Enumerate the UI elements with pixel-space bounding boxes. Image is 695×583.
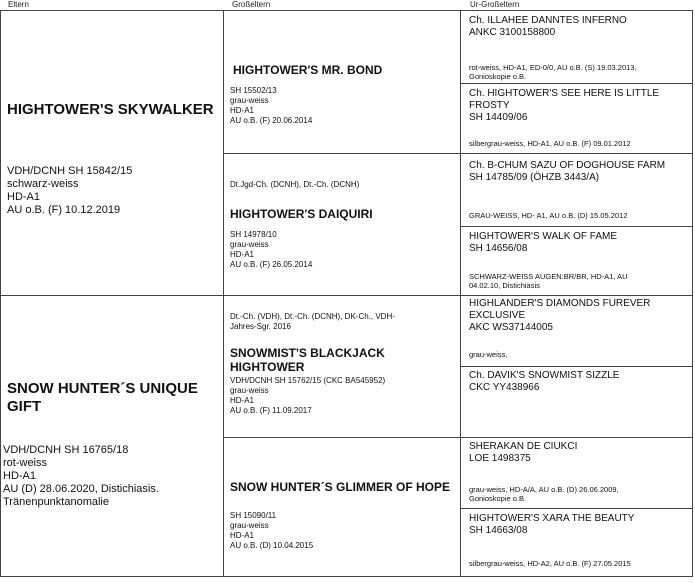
great-grandparent-details: silbergrau-weiss, HD-A1, AU o.B. (F) 09.01.2012 bbox=[469, 139, 631, 148]
great-grandparent-details: grau-weiss, HD-A/A, AU o.B. (D) 26.06.2009, Gonioskopie o.B. bbox=[469, 485, 619, 503]
parent-name: HIGHTOWER'S SKYWALKER bbox=[7, 101, 214, 118]
great-grandparent-cell bbox=[460, 437, 693, 509]
great-grandparent-details: silbergrau-weiss, HD-A2, AU o.B. (F) 27.05.2015 bbox=[469, 559, 631, 568]
grandparent-details: SH 15090/11 grau-weiss HD-A1 AU o.B. (D) 10.04.2015 bbox=[230, 511, 314, 550]
grandparent-details: SH 14978/10 grau-weiss HD-A1 AU o.B. (F) 26.05.2014 bbox=[230, 230, 313, 269]
parent-details: VDH/DCNH SH 15842/15 schwarz-weiss HD-A1 AU o.B. (F) 10.12.2019 bbox=[7, 165, 133, 216]
header-parents: Eltern bbox=[8, 0, 29, 9]
grandparent-titles: Dt.Jgd-Ch. (DCNH), Dt.-Ch. (DCNH) bbox=[230, 180, 360, 189]
great-grandparent-cell bbox=[460, 295, 693, 367]
parent-cell-sire bbox=[0, 10, 224, 296]
grandparent-cell bbox=[223, 10, 461, 154]
great-grandparent-name: Ch. HIGHTOWER'S SEE HERE IS LITTLE FROSTY SH 14409/06 bbox=[469, 88, 660, 123]
great-grandparent-name: HIGHLANDER'S DIAMONDS FUREVER EXCLUSIVE AKC WS37144005 bbox=[469, 298, 651, 333]
grandparent-cell bbox=[223, 153, 461, 296]
header-grandparents: Großeltern bbox=[232, 0, 271, 9]
great-grandparent-name: Ch. B-CHUM SAZU OF DOGHOUSE FARM SH 14785/09 (ÖHZB 3443/A) bbox=[469, 160, 666, 183]
grandparent-name: HIGHTOWER'S DAIQUIRI bbox=[230, 207, 373, 221]
great-grandparent-details: grau-weiss, bbox=[469, 350, 508, 359]
great-grandparent-details: SCHWARZ-WEISS AUGEN:BR/BR, HD-A1, AU 04.02.10, Distichiasis bbox=[469, 272, 628, 290]
header-great-grandparents: Ur-Großeltern bbox=[470, 0, 520, 9]
great-grandparent-cell bbox=[460, 226, 693, 296]
great-grandparent-cell bbox=[460, 508, 693, 577]
great-grandparent-name: SHERAKAN DE CIUKCI LOE 1498375 bbox=[469, 441, 578, 464]
great-grandparent-details: GRAU-WEISS, HD- A1, AU o.B. (D) 15.05.2012 bbox=[469, 211, 628, 220]
great-grandparent-name: Ch. DAVIK'S SNOWMIST SIZZLE CKC YY438966 bbox=[469, 370, 620, 393]
parent-name: SNOW HUNTER´S UNIQUE GIFT bbox=[7, 380, 198, 415]
grandparent-titles: Dt.-Ch. (VDH), Dt.-Ch. (DCNH), DK-Ch., VDH- Jahres-Sgr. 2016 bbox=[230, 312, 395, 331]
parent-cell-dam bbox=[0, 295, 224, 577]
grandparent-name: SNOW HUNTER´S GLIMMER OF HOPE bbox=[230, 480, 450, 494]
great-grandparent-name: HIGHTOWER'S WALK OF FAME SH 14656/08 bbox=[469, 231, 618, 254]
parent-details: VDH/DCNH SH 16765/18 rot-weiss HD-A1 AU (D) 28.06.2020, Distichiasis. Tränenpunktanomalie bbox=[3, 444, 159, 508]
great-grandparent-cell bbox=[460, 10, 693, 84]
grandparent-name: HIGHTOWER'S MR. BOND bbox=[233, 63, 383, 77]
grandparent-cell bbox=[223, 437, 461, 577]
great-grandparent-cell bbox=[460, 366, 693, 438]
great-grandparent-cell bbox=[460, 153, 693, 227]
great-grandparent-details: rot-weiss, HD-A1, ED-0/0, AU o.B. (S) 19.03.2013, Gonioskopie o.B. bbox=[469, 63, 637, 81]
great-grandparent-name: HIGHTOWER'S XARA THE BEAUTY SH 14663/08 bbox=[469, 513, 635, 536]
grandparent-name: SNOWMIST'S BLACKJACK HIGHTOWER bbox=[230, 346, 385, 374]
grandparent-details: VDH/DCNH SH 15762/15 (CKC BA545952) grau-weiss HD-A1 AU o.B. (F) 11.09.2017 bbox=[230, 376, 386, 415]
grandparent-cell bbox=[223, 295, 461, 438]
great-grandparent-cell bbox=[460, 83, 693, 154]
grandparent-details: SH 15502/13 grau-weiss HD-A1 AU o.B. (F) 20.06.2014 bbox=[230, 86, 313, 125]
great-grandparent-name: Ch. ILLAHEE DANNTES INFERNO ANKC 3100158800 bbox=[469, 15, 627, 38]
